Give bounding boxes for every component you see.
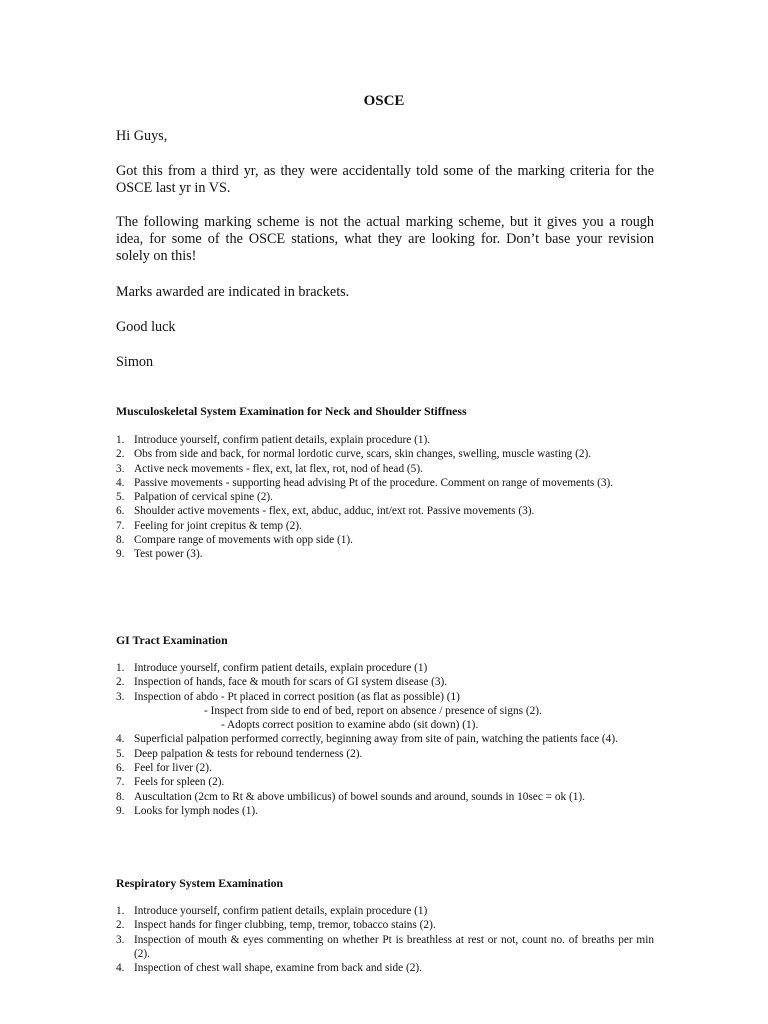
- item-text: Deep palpation & tests for rebound tenderness (2).: [134, 747, 363, 760]
- item-text: Inspect hands for finger clubbing, temp, tremor, tobacco stains (2).: [134, 919, 436, 932]
- list-item: [116, 804, 654, 818]
- section-list: [116, 433, 654, 562]
- item-text: Looks for lymph nodes (1).: [134, 804, 258, 817]
- item-text: Palpation of cervical spine (2).: [134, 491, 273, 504]
- item-number: 3.: [116, 462, 125, 475]
- section-heading: GI Tract Examination: [116, 633, 228, 647]
- item-number: 5.: [116, 747, 125, 760]
- signature: Simon: [116, 354, 154, 370]
- list-item: [116, 747, 654, 761]
- greeting: Hi Guys,: [116, 128, 168, 144]
- list-item: [116, 504, 654, 518]
- item-text: Feel for liver (2).: [134, 762, 212, 775]
- list-item: [116, 775, 654, 789]
- item-text: Introduce yourself, confirm patient details, explain procedure (1): [134, 662, 428, 674]
- item-number: 4.: [116, 476, 125, 489]
- list-item: [116, 933, 654, 962]
- item-number: 4.: [116, 733, 125, 746]
- item-text: Shoulder active movements - flex, ext, abduc, adduc, int/ext rot. Passive movements (3).: [134, 505, 535, 518]
- item-text: Inspection of chest wall shape, examine from back and side (2).: [134, 962, 422, 975]
- item-text: Inspection of hands, face & mouth for scars of GI system disease (3).: [134, 676, 448, 689]
- list-item: [116, 661, 654, 675]
- item-number: 8.: [116, 534, 125, 547]
- item-text: Active neck movements - flex, ext, lat flex, rot, nod of head (5).: [134, 462, 423, 475]
- item-text: Introduce yourself, confirm patient details, explain procedure (1): [134, 905, 428, 917]
- item-number: 6.: [116, 762, 125, 775]
- item-number: 3.: [116, 933, 125, 946]
- sub-item: - Inspect from side to end of bed, report on absence / presence of signs (2).: [204, 704, 542, 717]
- item-number: 5.: [116, 491, 125, 504]
- item-number: 2.: [116, 448, 125, 461]
- list-item: [116, 675, 654, 689]
- list-item: [116, 462, 654, 476]
- intro-paragraph-1: Got this from a third yr, as they were accidentally told some of the marking criteria for the OSCE last yr in VS.: [116, 163, 654, 196]
- sub-item: - Adopts correct position to examine abdo (sit down) (1).: [221, 719, 479, 732]
- item-text: Feels for spleen (2).: [134, 776, 225, 789]
- list-item: [116, 790, 654, 804]
- section-heading: Musculoskeletal System Examination for Neck and Shoulder Stiffness: [116, 404, 467, 418]
- list-item: [116, 547, 654, 561]
- list-item: [116, 519, 654, 533]
- item-number: 6.: [116, 505, 125, 518]
- list-item: [116, 476, 654, 490]
- item-text: Introduce yourself, confirm patient details, explain procedure (1).: [134, 434, 431, 446]
- item-number: 2.: [116, 919, 125, 932]
- item-number: 4.: [116, 962, 125, 975]
- list-item: [116, 961, 654, 975]
- item-text: Obs from side and back, for normal lordotic curve, scars, skin changes, swelling, muscle wasting (2).: [134, 448, 592, 461]
- item-text: Inspection of mouth & eyes commenting on whether Pt is breathless at rest or not, count no. of breaths per min (2).: [134, 933, 654, 960]
- list-item: [116, 690, 654, 733]
- item-number: 9.: [116, 548, 125, 561]
- document-title: OSCE: [363, 93, 405, 109]
- item-number: 8.: [116, 790, 125, 803]
- item-number: 7.: [116, 519, 125, 532]
- item-text: Test power (3).: [134, 548, 203, 561]
- item-number: 1.: [116, 905, 125, 917]
- item-number: 7.: [116, 776, 125, 789]
- intro-paragraph-4: Good luck: [116, 319, 176, 335]
- intro-paragraph-2: The following marking scheme is not the actual marking scheme, but it gives you a rough idea, for some of the OSCE stations, what they are looking for. Don’t base your revision solely on this!: [116, 214, 654, 264]
- list-item: [116, 447, 654, 461]
- item-text: Passive movements - supporting head advising Pt of the procedure. Comment on range of movements (3).: [134, 476, 614, 489]
- list-item: [116, 732, 654, 746]
- list-item: [116, 904, 654, 918]
- item-number: 2.: [116, 676, 125, 689]
- list-item: [116, 761, 654, 775]
- item-number: 9.: [116, 804, 125, 817]
- item-number: 1.: [116, 434, 125, 446]
- item-text: Auscultation (2cm to Rt & above umbilicus) of bowel sounds and around, sounds in 10sec = ok (1).: [134, 790, 585, 803]
- section-list: [116, 661, 654, 818]
- section-list: [116, 904, 654, 975]
- intro-paragraph-3: Marks awarded are indicated in brackets.: [116, 284, 350, 300]
- item-text: Compare range of movements with opp side (1).: [134, 534, 353, 547]
- list-item: [116, 490, 654, 504]
- item-text: Superficial palpation performed correctly, beginning away from site of pain, watching the patients face (4).: [134, 733, 618, 746]
- section-heading: Respiratory System Examination: [116, 876, 284, 890]
- list-item: [116, 433, 654, 447]
- item-number: 1.: [116, 662, 125, 674]
- list-item: [116, 533, 654, 547]
- item-number: 3.: [116, 690, 125, 703]
- list-item: [116, 918, 654, 932]
- item-text: Feeling for joint crepitus & temp (2).: [134, 519, 302, 532]
- item-text: Inspection of abdo - Pt placed in correct position (as flat as possible) (1): [134, 690, 460, 703]
